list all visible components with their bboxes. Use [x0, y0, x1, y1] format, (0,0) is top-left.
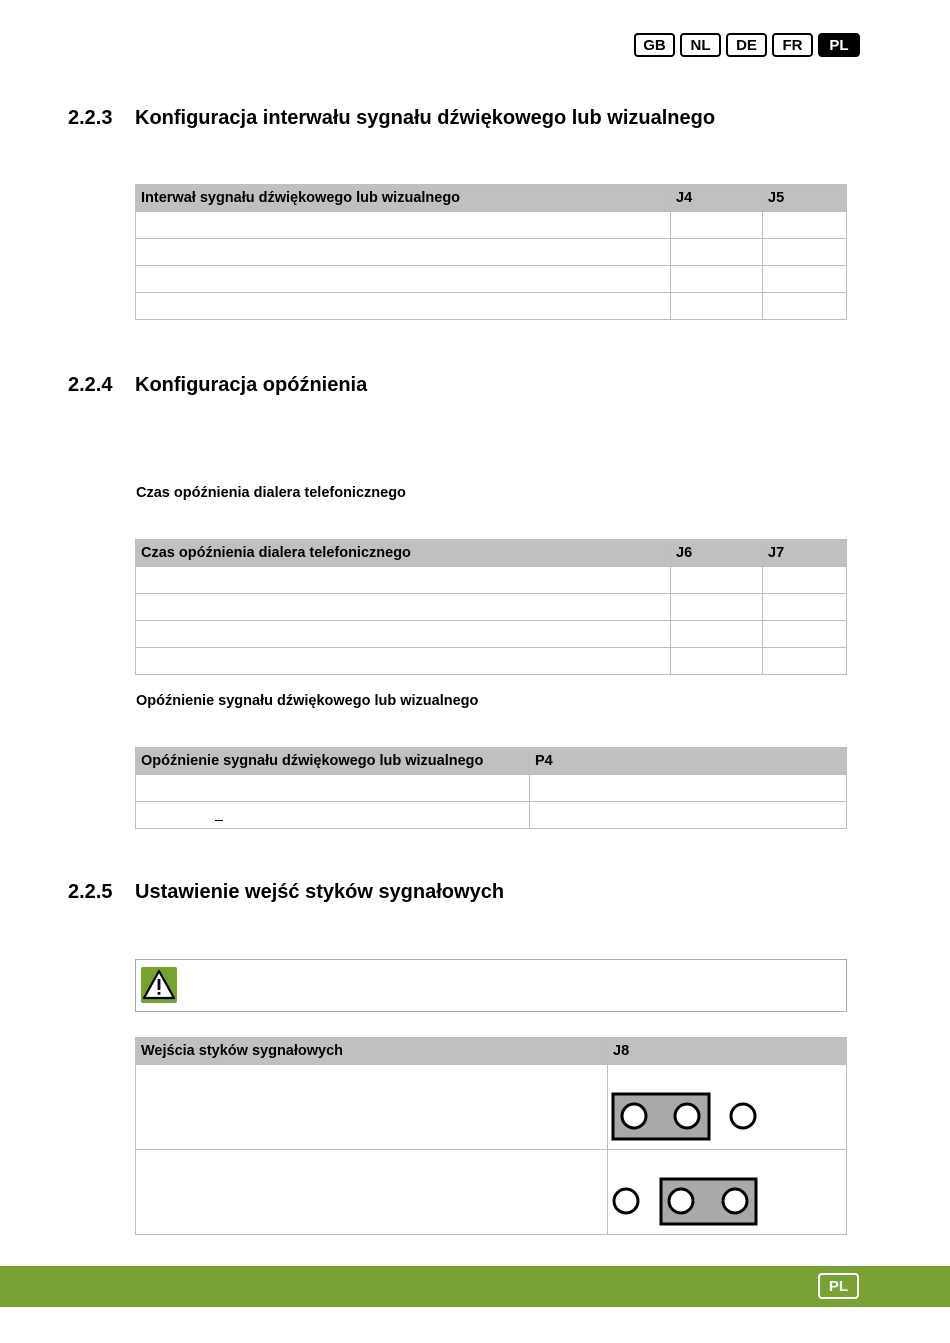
table-cell: [671, 212, 763, 239]
table-cell: [136, 293, 671, 320]
table-cell: [671, 293, 763, 320]
table-cell: [136, 212, 671, 239]
jumper-pin: [622, 1104, 646, 1128]
table-cell: [530, 802, 847, 829]
table-cell: [136, 1065, 608, 1150]
table-cell: [136, 648, 671, 675]
dialer-delay-table: [135, 539, 847, 675]
table-header-row: [136, 540, 847, 567]
table-cell: [136, 567, 671, 594]
section-title: Ustawienie wejść styków sygnałowych: [135, 881, 505, 903]
table-cell: [763, 648, 847, 675]
jumper-pin: [614, 1189, 638, 1213]
table-header-cell: Wejścia styków sygnałowych: [136, 1038, 608, 1065]
table-cell: [671, 567, 763, 594]
table-row: [136, 266, 847, 293]
table-cell: [763, 594, 847, 621]
table-cell: [136, 802, 530, 829]
table-header-row: [136, 185, 847, 212]
lang-nl-button[interactable]: NL: [680, 33, 721, 57]
table-cell: [763, 293, 847, 320]
jumper-pins-2-3-diagram: [610, 1177, 760, 1227]
warning-box: [135, 959, 847, 1012]
table-header-cell: J8: [608, 1038, 847, 1065]
table-cell: [671, 594, 763, 621]
section-heading-2-2-5: [68, 881, 504, 904]
table-cell: [136, 594, 671, 621]
table-header-cell: J6: [671, 540, 763, 567]
interval-table: [135, 184, 847, 320]
table-header-row: [136, 1038, 847, 1065]
jumper-pin: [669, 1189, 693, 1213]
lang-pl-button[interactable]: PL: [818, 33, 860, 57]
footer-language-badge: PL: [818, 1273, 859, 1299]
jumper-pin: [723, 1189, 747, 1213]
section-heading-2-2-4: [68, 374, 367, 397]
signal-delay-table: [135, 747, 847, 829]
lang-de-button[interactable]: DE: [726, 33, 767, 57]
lang-gb-button[interactable]: GB: [634, 33, 675, 57]
table-row: [136, 239, 847, 266]
table-header-cell: P4: [530, 748, 847, 775]
jumper-pin: [675, 1104, 699, 1128]
table-cell: [671, 239, 763, 266]
table-row: [136, 594, 847, 621]
table-header-cell: Interwał sygnału dźwiękowego lub wizualnego: [136, 185, 671, 212]
table-cell: [530, 775, 847, 802]
table-cell: [671, 648, 763, 675]
table-header-cell: J4: [671, 185, 763, 212]
jumper-pin: [731, 1104, 755, 1128]
dash-mark: [215, 820, 223, 821]
signal-delay-subheading: Opóźnienie sygnału dźwiękowego lub wizualnego: [136, 693, 479, 709]
section-number: 2.2.5: [68, 881, 113, 903]
footer-bar: [0, 1266, 950, 1307]
table-cell: [136, 1150, 608, 1235]
warning-triangle-icon: [141, 967, 177, 1003]
table-row: [136, 648, 847, 675]
jumper-pins-1-2-diagram: [610, 1092, 760, 1142]
section-number: 2.2.3: [68, 107, 113, 129]
table-header-cell: J5: [763, 185, 847, 212]
dialer-subheading: Czas opóźnienia dialera telefonicznego: [136, 485, 406, 501]
table-cell: [136, 239, 671, 266]
lang-fr-button[interactable]: FR: [772, 33, 813, 57]
language-selector: [634, 33, 860, 57]
table-row: [136, 212, 847, 239]
section-heading-2-2-3: [68, 107, 715, 130]
table-row: [136, 567, 847, 594]
section-title: Konfiguracja opóźnienia: [135, 374, 368, 396]
table-cell: [763, 212, 847, 239]
section-title: Konfiguracja interwału sygnału dźwiękowego lub wizualnego: [135, 107, 716, 129]
table-cell: [763, 621, 847, 648]
table-cell: [763, 239, 847, 266]
table-cell: [763, 567, 847, 594]
table-cell: [671, 266, 763, 293]
table-cell: [763, 266, 847, 293]
table-cell: [136, 775, 530, 802]
table-row: [136, 775, 847, 802]
table-cell: [671, 621, 763, 648]
table-header-cell: Opóźnienie sygnału dźwiękowego lub wizualnego: [136, 748, 530, 775]
table-cell: [136, 621, 671, 648]
table-row: [136, 293, 847, 320]
table-row: [136, 621, 847, 648]
table-header-cell: J7: [763, 540, 847, 567]
section-number: 2.2.4: [68, 374, 113, 396]
table-header-row: [136, 748, 847, 775]
table-cell: [136, 266, 671, 293]
table-row: [136, 802, 847, 829]
table-header-cell: Czas opóźnienia dialera telefonicznego: [136, 540, 671, 567]
